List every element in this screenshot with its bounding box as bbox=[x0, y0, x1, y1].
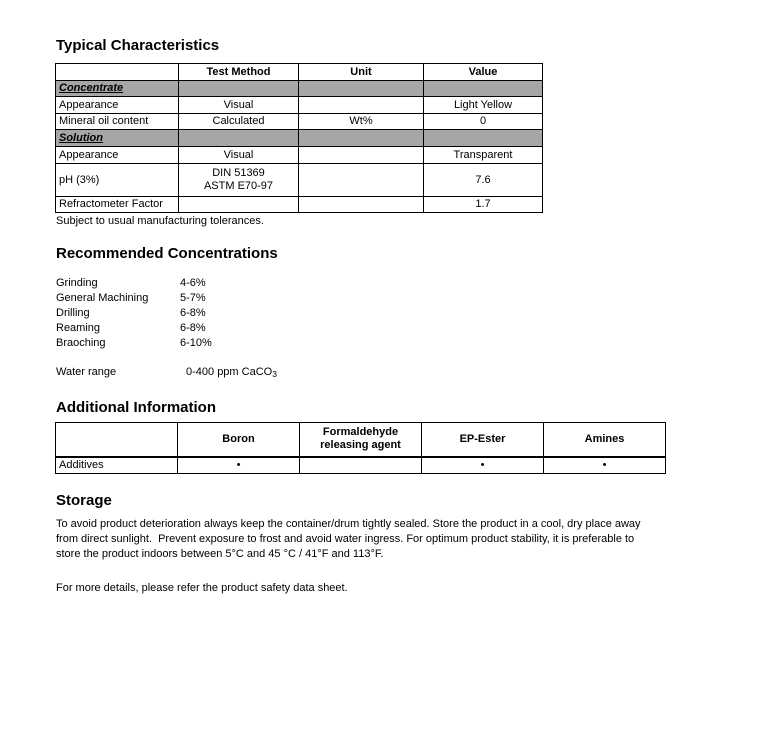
concentration-item bbox=[56, 291, 212, 306]
unit-cell bbox=[299, 97, 424, 114]
property-label: Appearance bbox=[56, 97, 179, 114]
table-header-row bbox=[56, 423, 666, 457]
water-range-row bbox=[56, 365, 277, 382]
additive-bullet-formaldehyde bbox=[300, 457, 422, 474]
section-empty-cell bbox=[179, 81, 299, 97]
value-cell: Light Yellow bbox=[424, 97, 543, 114]
paragraph-line: from direct sunlight. Prevent exposure to frost and avoid water ingress. For optimum product stability, it is preferable to bbox=[56, 533, 635, 545]
table-header-row bbox=[56, 64, 543, 81]
property-label: Mineral oil content bbox=[56, 114, 179, 130]
concentration-label: General Machining bbox=[56, 292, 149, 304]
additive-bullet-boron: • bbox=[178, 457, 300, 474]
characteristics-table bbox=[55, 63, 543, 213]
concentration-label: Grinding bbox=[56, 277, 98, 289]
column-header-amines: Amines bbox=[544, 423, 666, 457]
paragraph-line: To avoid product deterioration always keep the container/drum tightly sealed. Store the product in a cool, dry place away bbox=[56, 518, 641, 530]
test-method-cell bbox=[179, 164, 299, 197]
test-method-line: ASTM E70-97 bbox=[203, 180, 274, 192]
additives-row bbox=[56, 457, 666, 474]
water-range-value bbox=[180, 365, 277, 382]
value-cell: Transparent bbox=[424, 147, 543, 164]
unit-cell: Wt% bbox=[299, 114, 424, 130]
additives-row-label: Additives bbox=[56, 457, 178, 474]
test-method-cell: Calculated bbox=[179, 114, 299, 130]
value-cell: 1.7 bbox=[424, 197, 543, 213]
column-header-empty bbox=[56, 423, 178, 457]
section-label: Concentrate bbox=[56, 81, 179, 97]
section-empty-cell bbox=[424, 130, 543, 147]
concentration-value: 4-6% bbox=[180, 277, 206, 289]
section-empty-cell bbox=[424, 81, 543, 97]
concentration-item bbox=[56, 306, 212, 321]
concentration-label: Drilling bbox=[56, 307, 90, 319]
additional-information-title: Additional Information bbox=[56, 399, 216, 416]
unit-cell bbox=[299, 147, 424, 164]
section-empty-cell bbox=[179, 130, 299, 147]
concentrate-section-row bbox=[56, 81, 543, 97]
concentration-list bbox=[56, 276, 212, 351]
value-cell: 7.6 bbox=[424, 164, 543, 197]
concentration-label: Braoching bbox=[56, 337, 106, 349]
table-row bbox=[56, 197, 543, 213]
concentration-value: 6-8% bbox=[180, 322, 206, 334]
column-header-unit: Unit bbox=[299, 64, 424, 81]
concentration-item bbox=[56, 321, 212, 336]
test-method-cell: Visual bbox=[179, 97, 299, 114]
water-range-value-subscript: 3 bbox=[272, 369, 277, 379]
column-header-empty bbox=[56, 64, 179, 81]
column-header-formaldehyde: Formaldehyde releasing agent bbox=[300, 423, 422, 457]
table-row bbox=[56, 97, 543, 114]
value-cell: 0 bbox=[424, 114, 543, 130]
tolerances-footnote: Subject to usual manufacturing tolerances. bbox=[56, 215, 264, 227]
property-label: Refractometer Factor bbox=[56, 197, 179, 213]
property-label: pH (3%) bbox=[56, 164, 179, 197]
section-empty-cell bbox=[299, 81, 424, 97]
solution-section-row bbox=[56, 130, 543, 147]
concentration-label: Reaming bbox=[56, 322, 101, 334]
section-empty-cell bbox=[299, 130, 424, 147]
unit-cell bbox=[299, 197, 424, 213]
column-header-test-method: Test Method bbox=[179, 64, 299, 81]
safety-data-sheet-note: For more details, please refer the product safety data sheet. bbox=[56, 582, 348, 594]
column-header-boron: Boron bbox=[178, 423, 300, 457]
additive-bullet-ep-ester: • bbox=[422, 457, 544, 474]
test-method-cell bbox=[179, 197, 299, 213]
storage-title: Storage bbox=[56, 492, 112, 509]
paragraph-line: store the product indoors between 5°C and 45 °C / 41°F and 113°F. bbox=[56, 548, 384, 560]
typical-characteristics-title: Typical Characteristics bbox=[56, 37, 220, 54]
additive-bullet-amines: • bbox=[544, 457, 666, 474]
column-header-value: Value bbox=[424, 64, 543, 81]
table-row bbox=[56, 147, 543, 164]
water-range-value-main: 0-400 ppm CaCO bbox=[186, 366, 273, 378]
table-row bbox=[56, 114, 543, 130]
concentration-value: 6-10% bbox=[180, 337, 212, 349]
additives-table bbox=[55, 422, 666, 474]
section-label: Solution bbox=[56, 130, 179, 147]
concentration-item bbox=[56, 276, 212, 291]
unit-cell bbox=[299, 164, 424, 197]
recommended-concentrations-title: Recommended Concentrations bbox=[56, 245, 278, 262]
concentration-item bbox=[56, 336, 212, 351]
property-label: Appearance bbox=[56, 147, 179, 164]
table-row bbox=[56, 164, 543, 197]
test-method-cell: Visual bbox=[179, 147, 299, 164]
concentration-value: 5-7% bbox=[180, 292, 206, 304]
water-range-label: Water range bbox=[56, 366, 117, 378]
concentration-value: 6-8% bbox=[180, 307, 206, 319]
column-header-ep-ester: EP-Ester bbox=[422, 423, 544, 457]
test-method-line: DIN 51369 bbox=[212, 167, 265, 179]
storage-paragraph bbox=[56, 517, 641, 562]
